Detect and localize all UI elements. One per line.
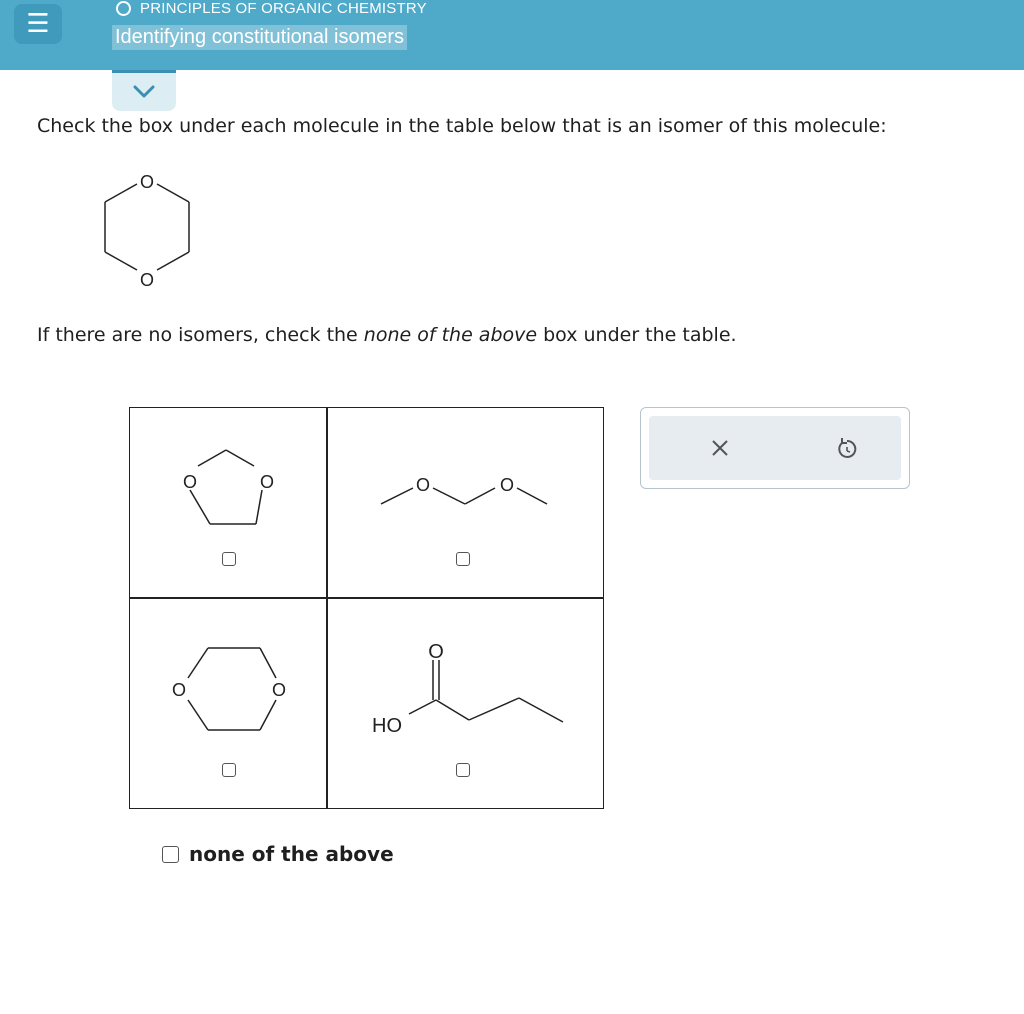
- target-molecule: [95, 168, 205, 292]
- cell1-atom-o-right: O: [259, 472, 275, 492]
- molecule-butanoic-acid: [363, 638, 573, 748]
- question-prompt: Check the box under each molecule in the table below that is an isomer of this molecule:: [37, 115, 887, 137]
- molecule-cell-3: [129, 597, 328, 809]
- hamburger-menu-icon: ☰: [26, 9, 50, 39]
- topic-label: [116, 0, 427, 17]
- molecule-table: [129, 407, 604, 809]
- isomer-checkbox-2[interactable]: [456, 552, 470, 566]
- hint-after: box under the table.: [537, 324, 737, 346]
- target-atom-o-top: O: [139, 172, 155, 192]
- cell2-atom-o-1: O: [415, 475, 431, 495]
- menu-button[interactable]: [14, 4, 62, 44]
- molecule-chain-diether: [377, 458, 557, 518]
- undo-button[interactable]: [829, 430, 865, 466]
- cell4-atom-o: O: [428, 641, 444, 663]
- isomer-checkbox-3[interactable]: [222, 763, 236, 777]
- cell4-atom-ho: HO: [372, 715, 402, 737]
- topic-text: PRINCIPLES OF ORGANIC CHEMISTRY: [140, 0, 427, 17]
- answer-tools-panel: [640, 407, 910, 489]
- none-of-the-above-label: none of the above: [189, 842, 394, 866]
- x-icon: [710, 438, 730, 458]
- target-atom-o-bottom: O: [139, 270, 155, 290]
- isomer-checkbox-1[interactable]: [222, 552, 236, 566]
- cell3-atom-o-left: O: [171, 680, 187, 700]
- page-title: Identifying constitutional isomers: [112, 25, 407, 50]
- molecule-dioxolane: [170, 436, 290, 531]
- hint-emphasis: none of the above: [363, 324, 538, 346]
- isomer-checkbox-4[interactable]: [456, 763, 470, 777]
- cell2-atom-o-2: O: [499, 475, 515, 495]
- chevron-down-icon: [132, 73, 156, 111]
- answer-tools-bar: [649, 416, 901, 480]
- molecule-cyclic-diether: [162, 638, 302, 738]
- top-header: [0, 0, 1024, 70]
- hint-before: If there are no isomers, check the: [37, 324, 364, 346]
- hint-text: [37, 324, 737, 346]
- undo-icon: [836, 437, 858, 459]
- molecule-cell-1: [129, 407, 328, 599]
- collapse-button[interactable]: [112, 73, 176, 111]
- none-of-the-above-option[interactable]: [162, 842, 394, 866]
- molecule-cell-2: [326, 407, 604, 599]
- molecule-cell-4: [326, 597, 604, 809]
- cell3-atom-o-right: O: [271, 680, 287, 700]
- none-of-the-above-checkbox[interactable]: [162, 846, 179, 863]
- cell1-atom-o-left: O: [182, 472, 198, 492]
- topic-circle-icon: [116, 1, 131, 16]
- clear-button[interactable]: [702, 430, 738, 466]
